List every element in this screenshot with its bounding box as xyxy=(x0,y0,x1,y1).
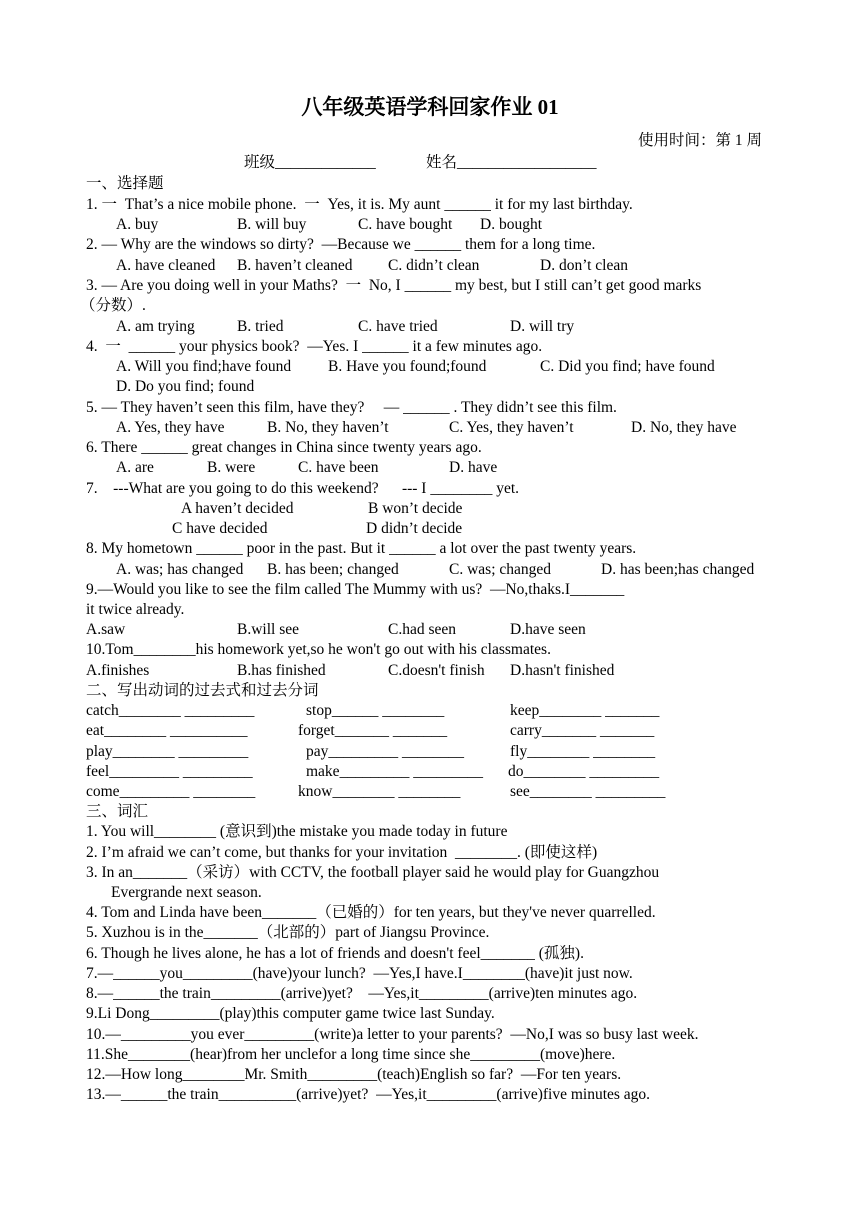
question-stem: 6. There ______ great changes in China since twenty years ago. xyxy=(86,439,482,456)
option: A haven’t decided xyxy=(181,500,294,517)
option: D. have xyxy=(449,459,498,476)
option: D. has been;has changed xyxy=(601,561,755,578)
vocab-line: 4. Tom and Linda have been_______（已婚的）for ten years, but they've never quarrelled. xyxy=(86,904,656,921)
option: C. have tried xyxy=(358,318,438,335)
vocab-line: 3. In an_______（采访）with CCTV, the football player said he would play for Guangzhou xyxy=(86,864,660,881)
question-stem: 4. 一 ______ your physics book? —Yes. I ______ it a few minutes ago. xyxy=(86,338,543,355)
question-stem: 9.—Would you like to see the film called The Mummy with us? —No,thaks.I_______ xyxy=(86,581,625,598)
vocab-line: 2. I’m afraid we can’t come, but thanks for your invitation ________. (即使这样) xyxy=(86,844,598,861)
option: A. Yes, they have xyxy=(116,419,225,436)
verb-blank: come_________ ________ xyxy=(86,783,256,800)
option: B.will see xyxy=(237,621,299,638)
option: C. didn’t clean xyxy=(388,257,480,274)
option: A.finishes xyxy=(86,662,150,679)
option: B.has finished xyxy=(237,662,326,679)
vocab-line: 10.—_________you ever_________(write)a letter to your parents? —No,I was so busy last week. xyxy=(86,1026,699,1043)
section-heading-choice: 一、选择题 xyxy=(86,175,164,192)
section-heading-verbs: 二、写出动词的过去式和过去分词 xyxy=(86,682,319,699)
usage-time: 使用时间：第 1 周 xyxy=(638,132,763,149)
question-stem: 10.Tom________his homework yet,so he won't go out with his classmates. xyxy=(86,641,551,658)
question-stem-continued: （分数）. xyxy=(80,297,146,314)
option: A.saw xyxy=(86,621,126,638)
option: B. No, they haven’t xyxy=(267,419,389,436)
option: C. was; changed xyxy=(449,561,552,578)
vocab-line: 8.—______the train_________(arrive)yet? —Yes,it_________(arrive)ten minutes ago. xyxy=(86,985,638,1002)
section-heading-vocabulary: 三、词汇 xyxy=(86,803,149,820)
vocab-line: 9.Li Dong_________(play)this computer game twice last Sunday. xyxy=(86,1005,495,1022)
name-field: 姓名__________________ xyxy=(426,154,597,171)
verb-blank: keep________ _______ xyxy=(510,702,660,719)
option: B. will buy xyxy=(237,216,307,233)
verb-blank: know________ ________ xyxy=(298,783,461,800)
verb-blank: catch________ _________ xyxy=(86,702,255,719)
option: C.had seen xyxy=(388,621,457,638)
vocab-line: 6. Though he lives alone, he has a lot of friends and doesn't feel_______ (孤独). xyxy=(86,945,584,962)
option: A. was; has changed xyxy=(116,561,244,578)
vocab-line: 11.She________(hear)from her unclefor a long time since she_________(move)here. xyxy=(86,1046,616,1063)
option: D. don’t clean xyxy=(540,257,628,274)
question-stem-continued: it twice already. xyxy=(86,601,185,618)
option: B. haven’t cleaned xyxy=(237,257,353,274)
question-stem: 5. — They haven’t seen this film, have they? — ______ . They didn’t see this film. xyxy=(86,399,617,416)
option: B. tried xyxy=(237,318,284,335)
option: B. Have you found;found xyxy=(328,358,487,375)
option: D. bought xyxy=(480,216,542,233)
vocab-line: 13.—______the train__________(arrive)yet? —Yes,it_________(arrive)five minutes ago. xyxy=(86,1086,651,1103)
question-stem: 3. — Are you doing well in your Maths? 一 No, I ______ my best, but I still can’t get good marks xyxy=(86,277,702,294)
page-title: 八年级英语学科回家作业 01 xyxy=(301,95,559,119)
option: A. am trying xyxy=(116,318,195,335)
option: C have decided xyxy=(172,520,268,537)
vocab-line: 12.—How long________Mr. Smith_________(teach)English so far? —For ten years. xyxy=(86,1066,622,1083)
option: A. are xyxy=(116,459,154,476)
verb-blank: play________ _________ xyxy=(86,743,249,760)
verb-blank: carry_______ _______ xyxy=(510,722,655,739)
option: C. Yes, they haven’t xyxy=(449,419,574,436)
verb-blank: feel_________ _________ xyxy=(86,763,253,780)
vocab-line: 5. Xuzhou is in the_______（北部的）part of Jiangsu Province. xyxy=(86,924,490,941)
option: B won’t decide xyxy=(368,500,463,517)
option: C.doesn't finish xyxy=(388,662,485,679)
option: C. have bought xyxy=(358,216,453,233)
verb-blank: see________ _________ xyxy=(510,783,666,800)
option: C. have been xyxy=(298,459,379,476)
option: A. have cleaned xyxy=(116,257,216,274)
verb-blank: stop______ ________ xyxy=(306,702,445,719)
option: D. Do you find; found xyxy=(116,378,255,395)
option: B. were xyxy=(207,459,256,476)
verb-blank: eat________ __________ xyxy=(86,722,248,739)
option: D.have seen xyxy=(510,621,586,638)
verb-blank: fly________ ________ xyxy=(510,743,656,760)
question-stem: 1. 一 That’s a nice mobile phone. 一 Yes, it is. My aunt ______ it for my last birthday. xyxy=(86,196,633,213)
verb-blank: make_________ _________ xyxy=(306,763,483,780)
question-stem: 8. My hometown ______ poor in the past. But it ______ a lot over the past twenty years. xyxy=(86,540,637,557)
option: C. Did you find; have found xyxy=(540,358,715,375)
vocab-line: 1. You will________ (意识到)the mistake you made today in future xyxy=(86,823,508,840)
verb-blank: do________ _________ xyxy=(508,763,660,780)
question-stem: 2. — Why are the windows so dirty? —Because we ______ them for a long time. xyxy=(86,236,596,253)
class-field: 班级_____________ xyxy=(244,154,376,171)
option: B. has been; changed xyxy=(267,561,399,578)
verb-blank: forget_______ _______ xyxy=(298,722,448,739)
question-stem: 7. ---What are you going to do this weekend? --- I ________ yet. xyxy=(86,480,520,497)
option: A. Will you find;have found xyxy=(116,358,292,375)
vocab-line: 7.—______you_________(have)your lunch? —Yes,I have.I________(have)it just now. xyxy=(86,965,633,982)
option: D didn’t decide xyxy=(366,520,463,537)
option: D.hasn't finished xyxy=(510,662,615,679)
option: A. buy xyxy=(116,216,159,233)
option: D. will try xyxy=(510,318,575,335)
verb-blank: pay_________ ________ xyxy=(306,743,465,760)
vocab-line: Evergrande next season. xyxy=(111,884,262,901)
option: D. No, they have xyxy=(631,419,737,436)
